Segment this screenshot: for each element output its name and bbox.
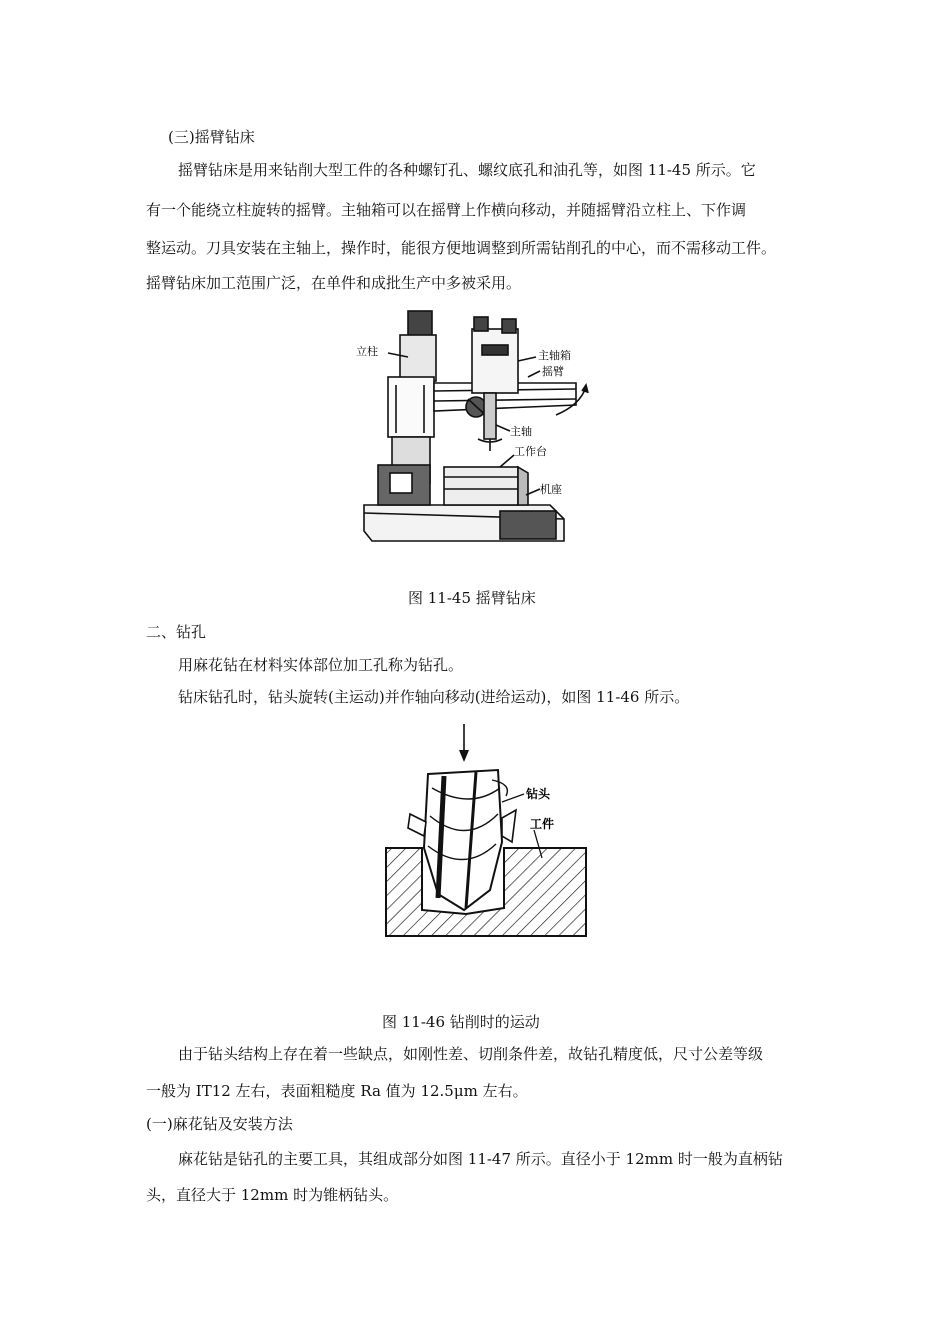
radial-drill-figure xyxy=(350,305,590,555)
section-heading-radial-drill: (三)摇臂钻床 xyxy=(168,128,255,146)
figure-caption-11-46: 图 11-46 钻削时的运动 xyxy=(382,1013,540,1031)
paragraph-line: 摇臂钻床是用来钻削大型工件的各种螺钉孔、螺纹底孔和油孔等，如图 11-45 所示。它 xyxy=(178,161,756,179)
drilling-motion-figure xyxy=(380,718,590,944)
figure-caption-11-45: 图 11-45 摇臂钻床 xyxy=(408,589,536,607)
section-heading-drilling: 二、钻孔 xyxy=(146,623,207,641)
paragraph-line: 有一个能绕立柱旋转的摇臂。主轴箱可以在摇臂上作横向移动，并随摇臂沿立柱上、下作调 xyxy=(146,201,747,219)
section-heading-twist-drill: (一)麻花钻及安装方法 xyxy=(146,1115,293,1133)
paragraph-line: 用麻花钻在材料实体部位加工孔称为钻孔。 xyxy=(178,656,464,674)
paragraph-line: 麻花钻是钻孔的主要工具，其组成部分如图 11-47 所示。直径小于 12mm 时一般为直柄钻 xyxy=(178,1150,783,1168)
paragraph-line: 头，直径大于 12mm 时为锥柄钻头。 xyxy=(146,1186,399,1204)
label-base: 机座 xyxy=(540,483,562,496)
label-arm: 摇臂 xyxy=(542,365,564,378)
paragraph-line: 钻床钻孔时，钻头旋转(主运动)并作轴向移动(进给运动)，如图 11-46 所示。 xyxy=(178,688,690,706)
paragraph-line: 整运动。刀具安装在主轴上，操作时，能很方便地调整到所需钻削孔的中心，而不需移动工件。 xyxy=(146,239,777,257)
label-workpiece: 工件 xyxy=(530,817,555,831)
label-table: 工作台 xyxy=(514,445,547,458)
paragraph-line: 摇臂钻床加工范围广泛，在单件和成批生产中多被采用。 xyxy=(146,274,522,292)
label-spindle: 主轴 xyxy=(510,425,532,438)
label-drill: 钻头 xyxy=(526,787,551,801)
paragraph-line: 由于钻头结构上存在着一些缺点，如刚性差、切削条件差，故钻孔精度低，尺寸公差等级 xyxy=(178,1045,764,1063)
label-spindle-box: 主轴箱 xyxy=(538,349,571,362)
label-column: 立柱 xyxy=(356,345,378,358)
paragraph-line: 一般为 IT12 左右，表面粗糙度 Ra 值为 12.5μm 左右。 xyxy=(146,1082,528,1100)
